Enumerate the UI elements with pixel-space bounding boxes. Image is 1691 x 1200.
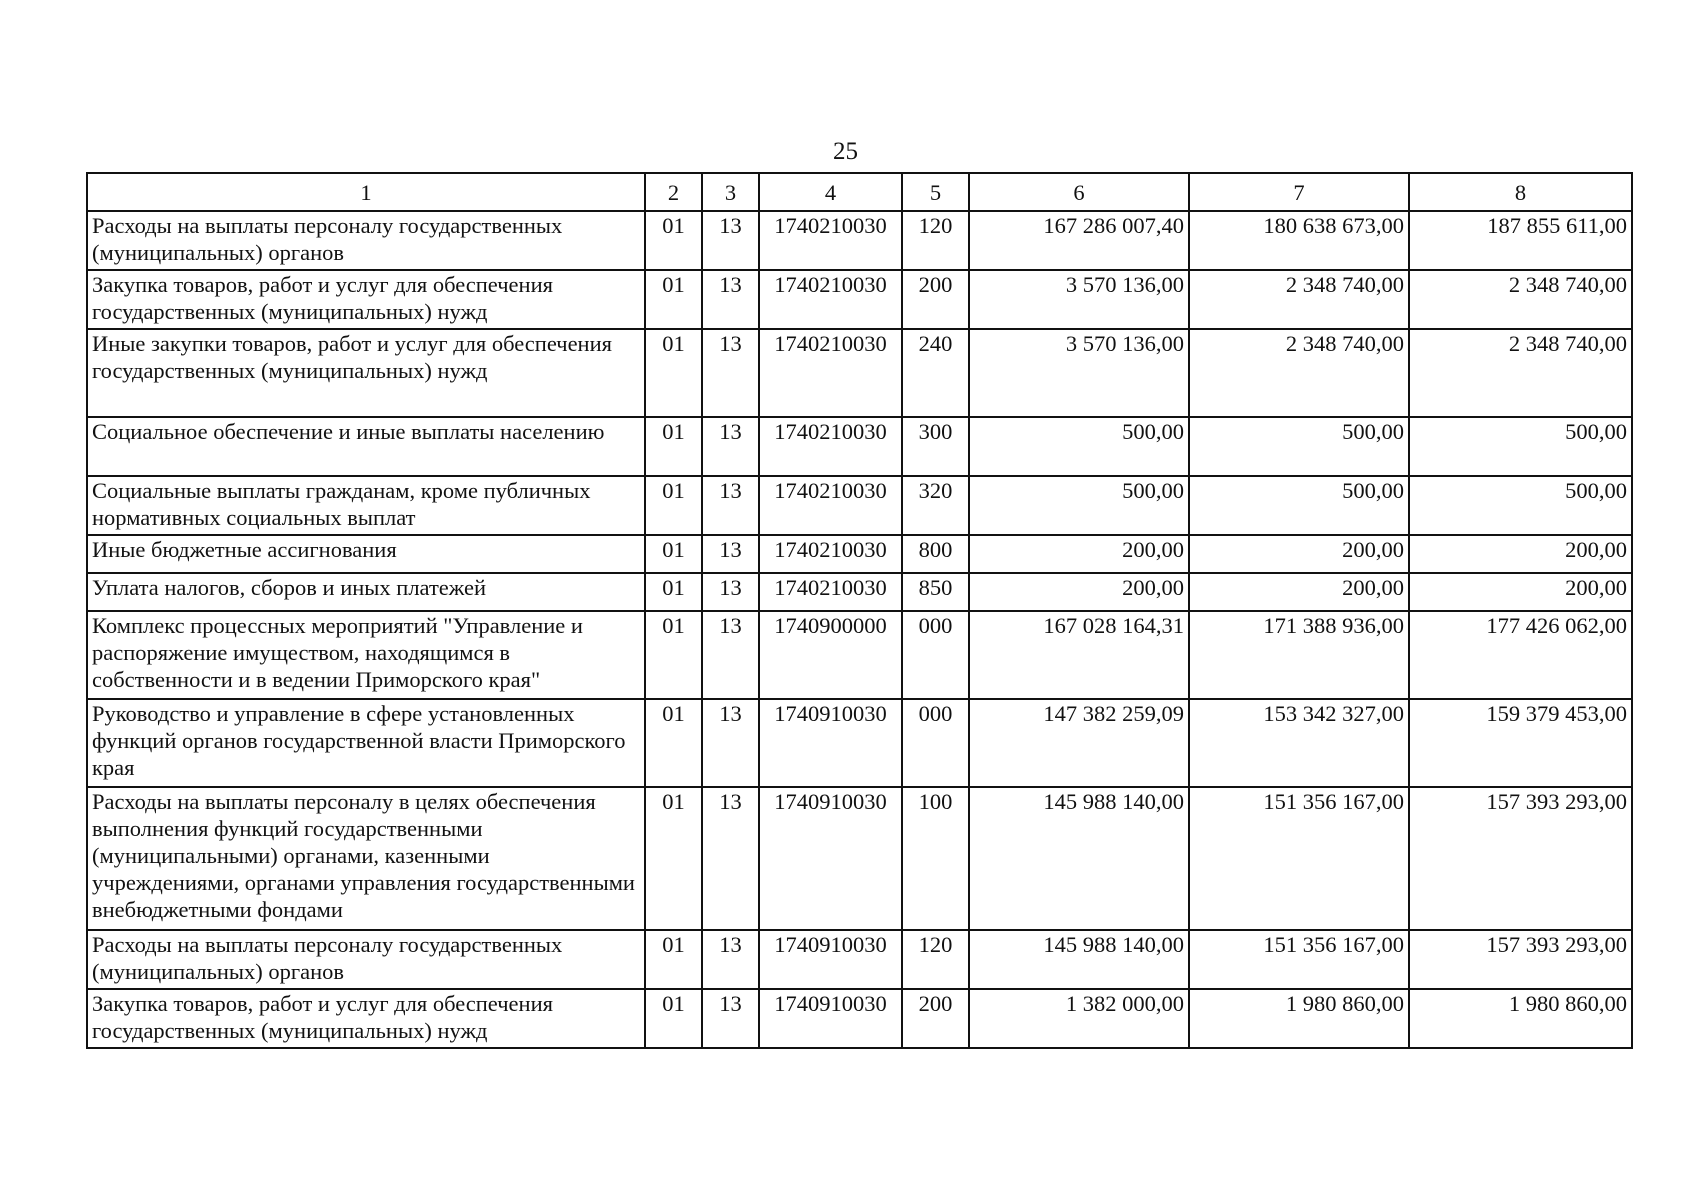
target-article-code: 1740210030 (759, 476, 902, 535)
section-code: 01 (645, 989, 702, 1048)
amount-col-7: 151 356 167,00 (1189, 787, 1409, 930)
subsection-code: 13 (702, 270, 759, 329)
subsection-code: 13 (702, 611, 759, 699)
row-name: Иные бюджетные ассигнования (87, 535, 645, 573)
table-row (87, 535, 1632, 573)
table-row (87, 476, 1632, 535)
column-header: 7 (1189, 173, 1409, 211)
column-header: 2 (645, 173, 702, 211)
subsection-code: 13 (702, 535, 759, 573)
row-name: Иные закупки товаров, работ и услуг для обеспечения государственных (муниципальных) нужд (87, 329, 645, 417)
target-article-code: 1740210030 (759, 329, 902, 417)
section-code: 01 (645, 417, 702, 476)
expense-type-code: 240 (902, 329, 969, 417)
table-row (87, 417, 1632, 476)
row-name: Уплата налогов, сборов и иных платежей (87, 573, 645, 611)
target-article-code: 1740210030 (759, 211, 902, 270)
target-article-code: 1740210030 (759, 417, 902, 476)
amount-col-6: 147 382 259,09 (969, 699, 1189, 787)
expense-type-code: 000 (902, 699, 969, 787)
section-code: 01 (645, 930, 702, 989)
amount-col-7: 200,00 (1189, 573, 1409, 611)
amount-col-7: 2 348 740,00 (1189, 270, 1409, 329)
expense-type-code: 000 (902, 611, 969, 699)
column-header: 3 (702, 173, 759, 211)
page-number: 25 (833, 138, 858, 165)
expense-type-code: 800 (902, 535, 969, 573)
subsection-code: 13 (702, 989, 759, 1048)
subsection-code: 13 (702, 329, 759, 417)
section-code: 01 (645, 573, 702, 611)
row-name: Расходы на выплаты персоналу государственных (муниципальных) органов (87, 211, 645, 270)
section-code: 01 (645, 787, 702, 930)
table-row (87, 989, 1632, 1048)
subsection-code: 13 (702, 930, 759, 989)
target-article-code: 1740210030 (759, 573, 902, 611)
section-code: 01 (645, 476, 702, 535)
target-article-code: 1740210030 (759, 535, 902, 573)
subsection-code: 13 (702, 573, 759, 611)
amount-col-8: 200,00 (1409, 573, 1632, 611)
amount-col-7: 2 348 740,00 (1189, 329, 1409, 417)
amount-col-8: 500,00 (1409, 417, 1632, 476)
table-row (87, 611, 1632, 699)
amount-col-6: 200,00 (969, 535, 1189, 573)
amount-col-8: 200,00 (1409, 535, 1632, 573)
table-row (87, 329, 1632, 417)
section-code: 01 (645, 535, 702, 573)
expense-type-code: 200 (902, 270, 969, 329)
table-row (87, 699, 1632, 787)
table-header (87, 173, 1632, 211)
amount-col-7: 200,00 (1189, 535, 1409, 573)
subsection-code: 13 (702, 787, 759, 930)
amount-col-6: 1 382 000,00 (969, 989, 1189, 1048)
section-code: 01 (645, 611, 702, 699)
amount-col-8: 187 855 611,00 (1409, 211, 1632, 270)
expense-type-code: 200 (902, 989, 969, 1048)
row-name: Закупка товаров, работ и услуг для обеспечения государственных (муниципальных) нужд (87, 989, 645, 1048)
target-article-code: 1740910030 (759, 787, 902, 930)
subsection-code: 13 (702, 211, 759, 270)
table-row (87, 573, 1632, 611)
row-name: Руководство и управление в сфере установленных функций органов государственной власти Приморского края (87, 699, 645, 787)
amount-col-8: 157 393 293,00 (1409, 787, 1632, 930)
amount-col-8: 2 348 740,00 (1409, 329, 1632, 417)
amount-col-7: 180 638 673,00 (1189, 211, 1409, 270)
amount-col-7: 1 980 860,00 (1189, 989, 1409, 1048)
table-row (87, 787, 1632, 930)
amount-col-8: 500,00 (1409, 476, 1632, 535)
amount-col-6: 167 286 007,40 (969, 211, 1189, 270)
amount-col-8: 157 393 293,00 (1409, 930, 1632, 989)
target-article-code: 1740910030 (759, 989, 902, 1048)
amount-col-7: 153 342 327,00 (1189, 699, 1409, 787)
row-name: Социальное обеспечение и иные выплаты населению (87, 417, 645, 476)
row-name: Расходы на выплаты персоналу государственных (муниципальных) органов (87, 930, 645, 989)
amount-col-7: 171 388 936,00 (1189, 611, 1409, 699)
expense-type-code: 120 (902, 211, 969, 270)
subsection-code: 13 (702, 417, 759, 476)
amount-col-8: 2 348 740,00 (1409, 270, 1632, 329)
subsection-code: 13 (702, 476, 759, 535)
column-header: 4 (759, 173, 902, 211)
table-row (87, 930, 1632, 989)
header-row (87, 173, 1632, 211)
target-article-code: 1740910030 (759, 930, 902, 989)
amount-col-6: 3 570 136,00 (969, 329, 1189, 417)
column-header: 6 (969, 173, 1189, 211)
expense-type-code: 320 (902, 476, 969, 535)
expense-type-code: 100 (902, 787, 969, 930)
amount-col-7: 151 356 167,00 (1189, 930, 1409, 989)
amount-col-6: 3 570 136,00 (969, 270, 1189, 329)
amount-col-7: 500,00 (1189, 476, 1409, 535)
amount-col-6: 145 988 140,00 (969, 930, 1189, 989)
section-code: 01 (645, 329, 702, 417)
target-article-code: 1740900000 (759, 611, 902, 699)
amount-col-6: 167 028 164,31 (969, 611, 1189, 699)
target-article-code: 1740210030 (759, 270, 902, 329)
row-name: Социальные выплаты гражданам, кроме публичных нормативных социальных выплат (87, 476, 645, 535)
subsection-code: 13 (702, 699, 759, 787)
row-name: Комплекс процессных мероприятий "Управление и распоряжение имуществом, находящимся в собственности и в ведении Приморского края" (87, 611, 645, 699)
amount-col-7: 500,00 (1189, 417, 1409, 476)
budget-table (86, 172, 1633, 1049)
amount-col-6: 200,00 (969, 573, 1189, 611)
table-row (87, 270, 1632, 329)
column-header: 8 (1409, 173, 1632, 211)
expense-type-code: 120 (902, 930, 969, 989)
amount-col-8: 159 379 453,00 (1409, 699, 1632, 787)
expense-type-code: 300 (902, 417, 969, 476)
section-code: 01 (645, 699, 702, 787)
column-header: 5 (902, 173, 969, 211)
table-row (87, 211, 1632, 270)
section-code: 01 (645, 270, 702, 329)
expense-type-code: 850 (902, 573, 969, 611)
amount-col-6: 145 988 140,00 (969, 787, 1189, 930)
column-header: 1 (87, 173, 645, 211)
amount-col-8: 177 426 062,00 (1409, 611, 1632, 699)
table-body (87, 211, 1632, 1048)
amount-col-6: 500,00 (969, 417, 1189, 476)
section-code: 01 (645, 211, 702, 270)
amount-col-6: 500,00 (969, 476, 1189, 535)
amount-col-8: 1 980 860,00 (1409, 989, 1632, 1048)
target-article-code: 1740910030 (759, 699, 902, 787)
row-name: Расходы на выплаты персоналу в целях обеспечения выполнения функций государственными (муниципальными) органами, казенными учреждениями, органами управления государственными внебюджетными фондами (87, 787, 645, 930)
row-name: Закупка товаров, работ и услуг для обеспечения государственных (муниципальных) нужд (87, 270, 645, 329)
